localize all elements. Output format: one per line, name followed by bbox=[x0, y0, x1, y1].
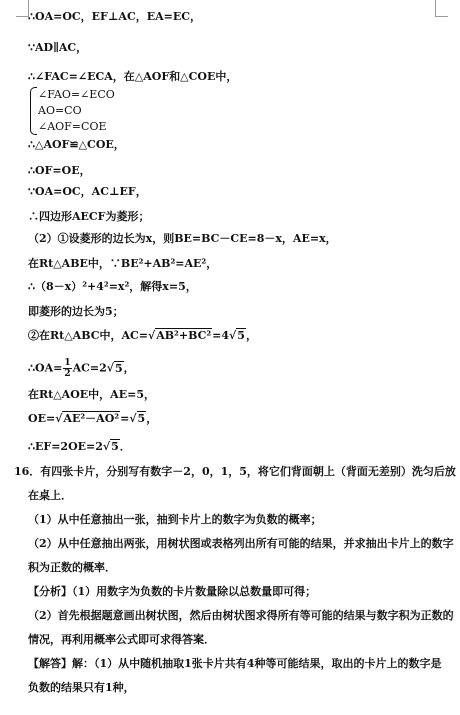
radicand: 5 bbox=[115, 361, 123, 375]
fraction-numerator: 1 bbox=[64, 358, 71, 368]
analysis-line: 情况，再利用概率公式即可求得答案． bbox=[28, 633, 215, 646]
fraction bbox=[63, 358, 71, 379]
text-span: ②在Rt△ABC中，AC= bbox=[28, 329, 148, 342]
solution-line: ∴四边形AECF为菱形； bbox=[28, 210, 150, 223]
sqrt-sign: √ bbox=[229, 329, 237, 342]
solution-line: 即菱形的边长为5； bbox=[28, 305, 124, 318]
analysis-line: 【分析】（1）用数字为负数的卡片数量除以总数量即可得； bbox=[28, 585, 317, 598]
sqrt-sign: √ bbox=[102, 440, 111, 453]
sqrt-sign: √ bbox=[147, 329, 156, 342]
text-span: ， bbox=[123, 361, 135, 375]
equation-system-line: AO=CO bbox=[38, 104, 82, 117]
radicand: 5 bbox=[137, 412, 146, 425]
solution-line: ∴（8－x）²+4²=x²，解得x=5， bbox=[28, 280, 197, 293]
question-16-part-2: （2）从中任意抽出两张，用树状图或表格列出所有可能的结果，并求抽出卡片上的数字 bbox=[28, 537, 454, 550]
solution-line: ∴∠FAC=∠ECA，在△AOF和△COE中， bbox=[28, 70, 238, 83]
solution-line-ac bbox=[28, 329, 257, 343]
answer-line: 负数的结果只有1种， bbox=[28, 681, 135, 694]
fraction-denominator: 2 bbox=[64, 369, 71, 379]
solution-line-oe bbox=[28, 412, 157, 426]
question-16-stem: 16．有四张卡片，分别写有数字－2，0，1，5，将它们背面朝上（背面无差别）洗匀后放 bbox=[14, 465, 456, 478]
solution-line: ∵OA=OC，AC⊥EF， bbox=[28, 185, 147, 198]
solution-line: ∴OF=OE， bbox=[28, 164, 91, 177]
radicand: AB²+BC² bbox=[156, 329, 212, 342]
equation-system-line: ∠FAO=∠ECO bbox=[38, 88, 115, 101]
question-16-stem: 在桌上． bbox=[28, 489, 72, 502]
equation-system-brace bbox=[30, 87, 37, 135]
solution-line: （2）①设菱形的边长为x，则BE=BC－CE=8－x，AE=x， bbox=[28, 232, 337, 245]
analysis-line: （2）首先根据题意画出树状图，然后由树状图求得所有等可能的结果与数字积为正数的 bbox=[28, 609, 454, 622]
sqrt-sign: √ bbox=[129, 412, 137, 425]
text-span: OE= bbox=[28, 412, 56, 425]
text-span: ， bbox=[245, 329, 257, 342]
solution-line: ∴OA=OC，EF⊥AC，EA=EC， bbox=[28, 10, 201, 23]
radicand: 5 bbox=[237, 329, 245, 342]
answer-line: 【解答】解：（1）从中随机抽取1张卡片共有4种等可能结果，取出的卡片上的数字是 bbox=[28, 657, 442, 670]
question-16-part-2: 积为正数的概率． bbox=[28, 561, 116, 574]
text-span: AC=2 bbox=[72, 361, 107, 375]
text-span: = bbox=[120, 412, 130, 425]
solution-line-ef bbox=[28, 440, 131, 454]
solution-line: ∴△AOF≌△COE， bbox=[28, 138, 125, 151]
sqrt-sign: √ bbox=[55, 412, 63, 425]
text-span: ∴OA= bbox=[28, 361, 63, 375]
solution-line-oa bbox=[28, 358, 135, 379]
question-16-part-1: （1）从中任意抽出一张，抽到卡片上的数字为负数的概率； bbox=[28, 513, 322, 526]
text-span: =4 bbox=[212, 329, 230, 342]
text-span: ． bbox=[119, 440, 131, 453]
solution-line: 在Rt△AOE中，AE=5， bbox=[28, 388, 155, 401]
page-corner-mark-right bbox=[435, 0, 448, 17]
text-span: ∴EF=2OE=2 bbox=[28, 440, 103, 453]
radicand: AE²－AO² bbox=[63, 412, 120, 425]
text-span: ， bbox=[146, 412, 158, 425]
solution-line: ∵AD∥AC， bbox=[28, 41, 88, 54]
sqrt-sign: √ bbox=[106, 361, 115, 375]
solution-line: 在Rt△ABE中，∵BE²+AB²=AE²， bbox=[28, 257, 218, 270]
radicand: 5 bbox=[111, 440, 119, 453]
equation-system-line: ∠AOF=COE bbox=[38, 120, 107, 133]
